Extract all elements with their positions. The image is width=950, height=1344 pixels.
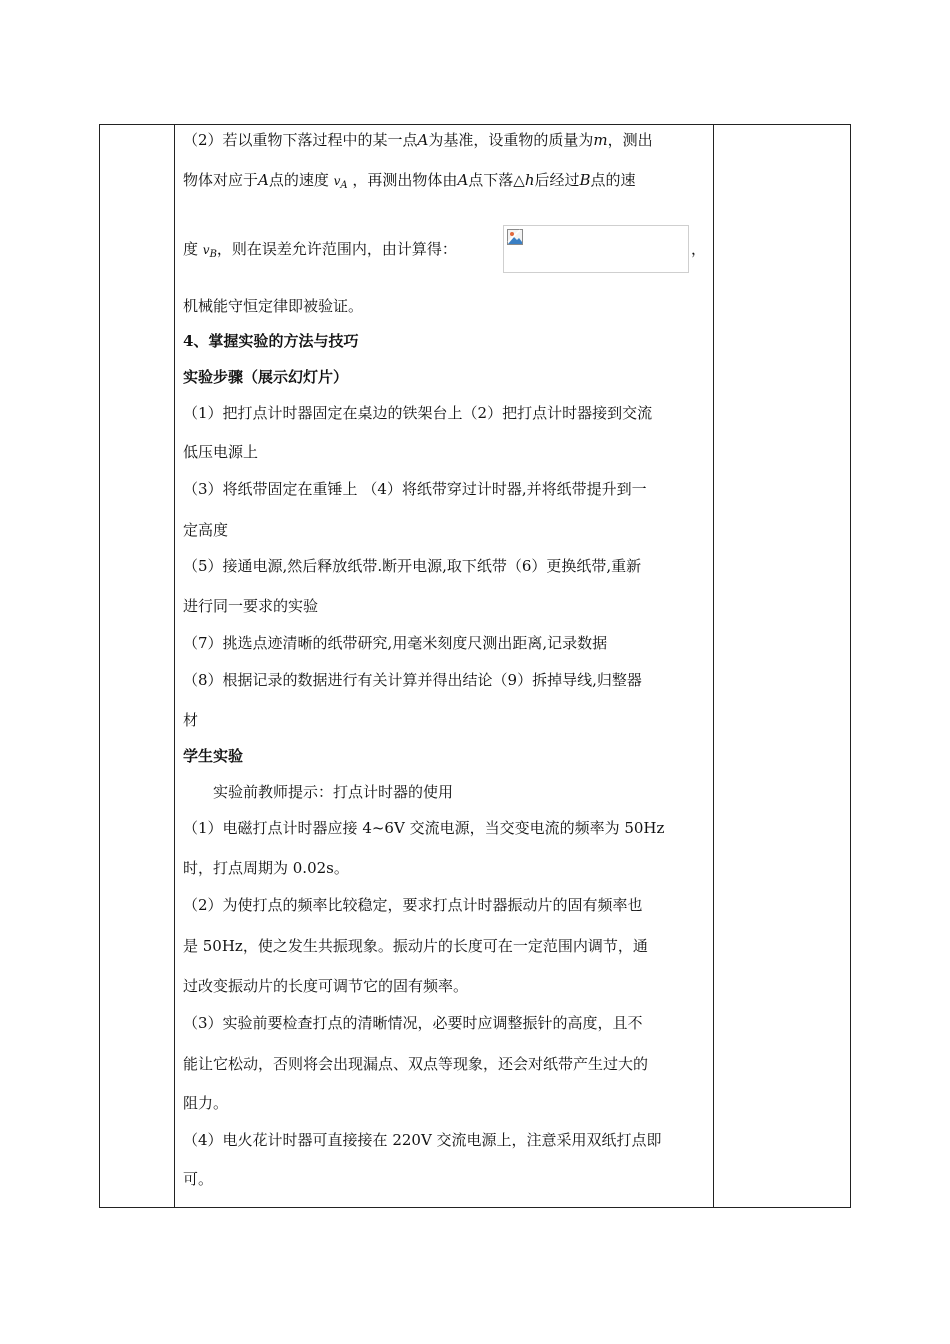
velocity-subscript-b: B <box>209 249 217 260</box>
lesson-table <box>99 124 851 1208</box>
velocity-symbol: v <box>202 243 210 257</box>
formula-comma: ， <box>691 240 707 258</box>
tip-line: 阻力。 <box>183 1094 229 1112</box>
heading-steps: 实验步骤（展示幻灯片） <box>183 368 349 386</box>
point-a: A <box>457 171 469 189</box>
step-line: 材 <box>183 711 199 729</box>
point-a: A <box>258 171 269 189</box>
intro-line-3 <box>183 240 457 264</box>
height-symbol: h <box>524 171 535 189</box>
tip-line: （3）实验前要检查打点的清晰情况，必要时应调整振针的高度，且不 <box>183 1014 643 1032</box>
step-line: （1）把打点计时器固定在桌边的铁架台上（2）把打点计时器接到交流 <box>183 404 653 422</box>
text: ，再测出物体由 <box>347 171 458 189</box>
text: 点的速度 <box>268 171 334 189</box>
step-line: 进行同一要求的实验 <box>183 597 319 615</box>
mass-symbol: m <box>593 131 608 149</box>
text: ，则在误差允许范围内，由计算得： <box>216 240 457 258</box>
text: （2）若以重物下落过程中的某一点 <box>183 131 418 149</box>
tip-line: 能让它松动，否则将会出现漏点、双点等现象，还会对纸带产生过大的 <box>183 1055 649 1073</box>
intro-line-2 <box>183 171 636 195</box>
velocity-symbol: v <box>333 174 341 188</box>
teacher-tip: 实验前教师提示：打点计时器的使用 <box>213 783 454 801</box>
tip-line: 是 50Hz，使之发生共振现象。振动片的长度可在一定范围内调节，通 <box>183 937 648 955</box>
step-line: 定高度 <box>183 521 229 539</box>
step-line: （3）将纸带固定在重锤上 （4）将纸带穿过计时器,并将纸带提升到一 <box>183 480 647 498</box>
text: 点下落△ <box>468 171 525 189</box>
text: 物体对应于 <box>183 171 259 189</box>
text: 点的速 <box>590 171 636 189</box>
point-a: A <box>417 131 429 149</box>
formula-image-placeholder <box>503 225 689 273</box>
heading-student-experiment: 学生实验 <box>183 747 244 765</box>
text: ，测出 <box>607 131 653 149</box>
intro-line-1 <box>183 131 653 149</box>
broken-image-icon <box>507 229 523 245</box>
tip-line: （1）电磁打点计时器应接 4~6V 交流电源，当交变电流的频率为 50Hz <box>183 819 665 837</box>
step-line: （8）根据记录的数据进行有关计算并得出结论（9）拆掉导线,归整器 <box>183 671 642 689</box>
tip-line: （2）为使打点的频率比较稳定，要求打点计时器振动片的固有频率也 <box>183 896 643 914</box>
step-line: （7）挑选点迹清晰的纸带研究,用毫米刻度尺测出距离,记录数据 <box>183 634 608 652</box>
intro-line-4: 机械能守恒定律即被验证。 <box>183 297 364 315</box>
text: 度 <box>183 240 203 258</box>
tip-line: 可。 <box>183 1170 214 1188</box>
tip-line: （4）电火花计时器可直接接在 220V 交流电源上，注意采用双纸打点即 <box>183 1131 662 1149</box>
tip-line: 时，打点周期为 0.02s。 <box>183 859 349 877</box>
heading-method: 4、掌握实验的方法与技巧 <box>183 332 359 350</box>
column-divider-left <box>174 125 175 1207</box>
step-line: （5）接通电源,然后释放纸带.断开电源,取下纸带（6）更换纸带,重新 <box>183 557 642 575</box>
text: 为基准，设重物的质量为 <box>428 131 594 149</box>
velocity-subscript-a: A <box>340 180 348 191</box>
step-line: 低压电源上 <box>183 443 259 461</box>
text: 后经过 <box>534 171 580 189</box>
tip-line: 过改变振动片的长度可调节它的固有频率。 <box>183 977 469 995</box>
point-b: B <box>579 171 591 189</box>
column-divider-right <box>713 125 714 1207</box>
